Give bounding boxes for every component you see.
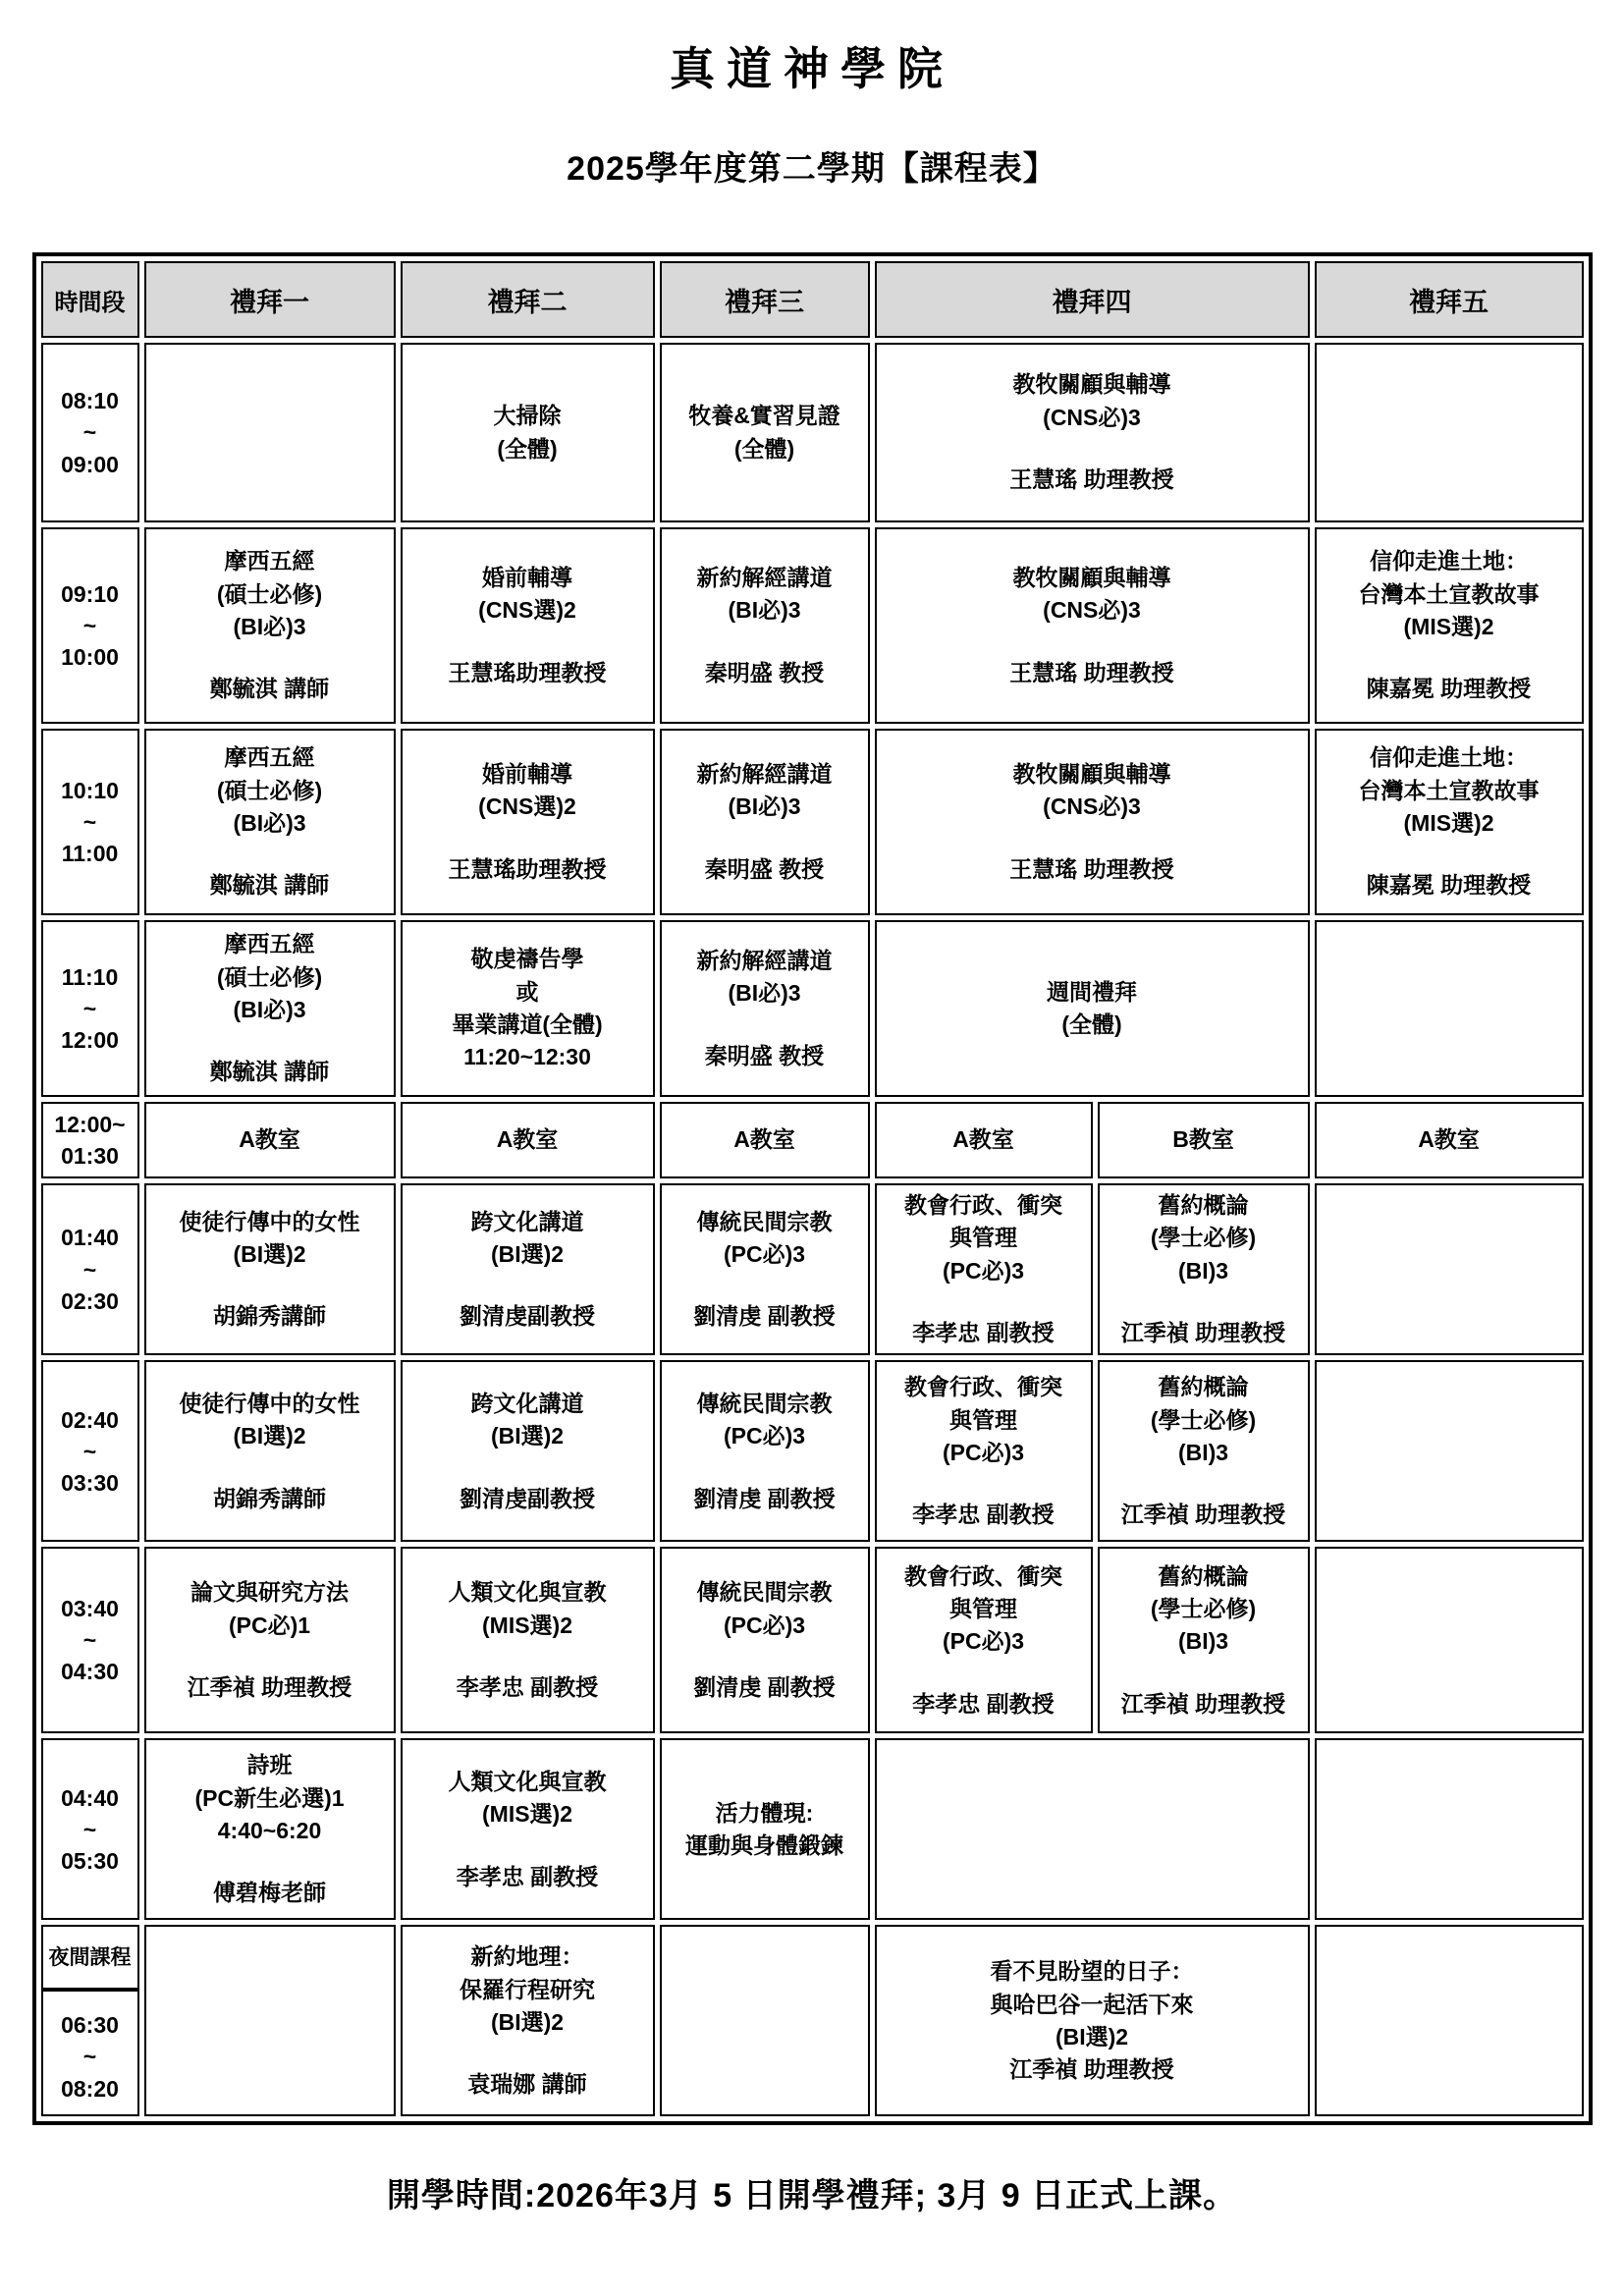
- cell-fri: [1315, 1183, 1584, 1355]
- instructor-name: 劉清虔 副教授: [693, 1485, 836, 1511]
- classroom-cell-thu-b: B教室: [1098, 1102, 1310, 1178]
- time-slot-cell: 01:40 ~ 02:30: [41, 1183, 139, 1355]
- instructor-name: 鄭毓淇 講師: [209, 872, 330, 899]
- instructor-name: 王慧瑤助理教授: [448, 659, 607, 685]
- cell-thu-b: 舊約概論 (學士必修) (BI)3 江季禎 助理教授: [1098, 1547, 1310, 1733]
- schedule-table: [32, 252, 1593, 2125]
- time-slot-cell: 12:00~ 01:30: [41, 1102, 139, 1178]
- instructor-name: 李孝忠 副教授: [912, 1690, 1055, 1717]
- instructor-name: 劉清虔副教授: [460, 1303, 595, 1330]
- cell-tue: 婚前輔導 (CNS選)2 王慧瑤助理教授: [401, 729, 655, 915]
- cell-thu: 教牧關顧與輔導 (CNS必)3 王慧瑤 助理教授: [875, 729, 1310, 915]
- cell-wed: 活力體現: 運動與身體鍛鍊: [660, 1738, 870, 1920]
- cell-wed: 牧養&實習見證 (全體): [660, 343, 870, 522]
- time-slot-cell: 04:40 ~ 05:30: [41, 1738, 139, 1920]
- time-slot-cell: 夜間課程 06:30 ~ 08:20: [41, 1925, 139, 2116]
- cell-mon: 使徒行傳中的女性 (BI選)2 胡錦秀講師: [144, 1183, 396, 1355]
- table-row: [41, 1183, 1584, 1355]
- table-row: [41, 729, 1584, 915]
- table-row: [41, 343, 1584, 522]
- cell-thu: 教牧關顧與輔導 (CNS必)3 王慧瑤 助理教授: [875, 527, 1310, 724]
- instructor-name: 陳嘉冕 助理教授: [1366, 872, 1532, 899]
- table-row: [41, 1360, 1584, 1542]
- cell-thu-a: 教會行政、衝突 與管理 (PC必)3 李孝忠 副教授: [875, 1183, 1093, 1355]
- cell-fri: [1315, 920, 1584, 1097]
- cell-thu-b: 舊約概論 (學士必修) (BI)3 江季禎 助理教授: [1098, 1360, 1310, 1542]
- cell-fri: [1315, 1738, 1584, 1920]
- cell-wed: 新約解經講道 (BI必)3 秦明盛 教授: [660, 920, 870, 1097]
- cell-mon: [144, 343, 396, 522]
- cell-tue: 跨文化講道 (BI選)2 劉清虔副教授: [401, 1183, 655, 1355]
- instructor-name: 胡錦秀講師: [213, 1303, 326, 1330]
- instructor-name: 江季禎 助理教授: [187, 1674, 352, 1701]
- table-row: [41, 527, 1584, 724]
- instructor-name: 李孝忠 副教授: [912, 1502, 1055, 1528]
- cell-wed: 傳統民間宗教 (PC必)3 劉清虔 副教授: [660, 1547, 870, 1733]
- instructor-name: 陳嘉冕 助理教授: [1366, 676, 1532, 702]
- cell-mon: [144, 1925, 396, 2116]
- day-header-thu: 禮拜四: [875, 261, 1310, 338]
- cell-wed: 新約解經講道 (BI必)3 秦明盛 教授: [660, 729, 870, 915]
- page-subtitle: 2025學年度第二學期【課程表】: [567, 150, 1057, 188]
- time-slot-cell: 09:10 ~ 10:00: [41, 527, 139, 724]
- cell-tue: 跨文化講道 (BI選)2 劉清虔副教授: [401, 1360, 655, 1542]
- cell-thu: [875, 1738, 1310, 1920]
- instructor-name: 江季禎 助理教授: [1120, 1502, 1286, 1528]
- classroom-cell-thu-a: A教室: [875, 1102, 1093, 1178]
- cell-tue: 人類文化與宣教 (MIS選)2 李孝忠 副教授: [401, 1547, 655, 1733]
- header-row: [41, 261, 1584, 338]
- cell-mon: 詩班 (PC新生必選)1 4:40~6:20 傅碧梅老師: [144, 1738, 396, 1920]
- cell-thu-a: 教會行政、衝突 與管理 (PC必)3 李孝忠 副教授: [875, 1360, 1093, 1542]
- instructor-name: 李孝忠 副教授: [456, 1863, 599, 1889]
- cell-tue: 敬虔禱告學 或 畢業講道(全體) 11:20~12:30: [401, 920, 655, 1097]
- time-slot-cell: 03:40 ~ 04:30: [41, 1547, 139, 1733]
- classroom-cell-fri: A教室: [1315, 1102, 1584, 1178]
- cell-tue: 婚前輔導 (CNS選)2 王慧瑤助理教授: [401, 527, 655, 724]
- table-row: [41, 1738, 1584, 1920]
- cell-thu-a: 教會行政、衝突 與管理 (PC必)3 李孝忠 副教授: [875, 1547, 1093, 1733]
- cell-mon: 摩西五經 (碩士必修) (BI必)3 鄭毓淇 講師: [144, 527, 396, 724]
- instructor-name: 秦明盛 教授: [704, 659, 825, 685]
- cell-mon: 摩西五經 (碩士必修) (BI必)3 鄭毓淇 講師: [144, 729, 396, 915]
- instructor-name: 鄭毓淇 講師: [209, 1059, 330, 1085]
- instructor-name: 胡錦秀講師: [213, 1485, 326, 1511]
- cell-wed: 傳統民間宗教 (PC必)3 劉清虔 副教授: [660, 1183, 870, 1355]
- instructor-name: 袁瑞娜 講師: [467, 2071, 587, 2098]
- cell-tue: 人類文化與宣教 (MIS選)2 李孝忠 副教授: [401, 1738, 655, 1920]
- instructor-name: 李孝忠 副教授: [912, 1320, 1055, 1346]
- cell-mon: 使徒行傳中的女性 (BI選)2 胡錦秀講師: [144, 1360, 396, 1542]
- night-course-label: 夜間課程: [43, 1938, 137, 1992]
- cell-mon: 論文與研究方法 (PC必)1 江季禎 助理教授: [144, 1547, 396, 1733]
- table-row: [41, 1547, 1584, 1733]
- table-row: [41, 920, 1584, 1097]
- cell-wed: [660, 1925, 870, 2116]
- cell-tue: 新約地理： 保羅行程研究 (BI選)2 袁瑞娜 講師: [401, 1925, 655, 2116]
- instructor-name: 秦明盛 教授: [704, 1042, 825, 1068]
- schedule-body: [41, 343, 1584, 2116]
- cell-tue: 大掃除 (全體): [401, 343, 655, 522]
- instructor-name: 王慧瑤 助理教授: [1009, 466, 1174, 493]
- time-slot-cell: 10:10 ~ 11:00: [41, 729, 139, 915]
- cell-fri: [1315, 343, 1584, 522]
- instructor-name: 劉清虔 副教授: [693, 1303, 836, 1330]
- day-header-tue: 禮拜二: [401, 261, 655, 338]
- cell-fri: 信仰走進土地： 台灣本土宣教故事 (MIS選)2 陳嘉冕 助理教授: [1315, 729, 1584, 915]
- cell-thu: 看不見盼望的日子： 與哈巴谷一起活下來 (BI選)2 江季禎 助理教授: [875, 1925, 1310, 2116]
- time-header: 時間段: [41, 261, 139, 338]
- cell-fri: [1315, 1360, 1584, 1542]
- instructor-name: 鄭毓淇 講師: [209, 676, 330, 702]
- day-header-mon: 禮拜一: [144, 261, 396, 338]
- cell-wed: 傳統民間宗教 (PC必)3 劉清虔 副教授: [660, 1360, 870, 1542]
- instructor-name: 李孝忠 副教授: [456, 1674, 599, 1701]
- table-row: [41, 1925, 1584, 2116]
- instructor-name: 秦明盛 教授: [704, 855, 825, 882]
- classroom-cell-tue: A教室: [401, 1102, 655, 1178]
- cell-fri: [1315, 1547, 1584, 1733]
- table-row: [41, 1102, 1584, 1178]
- instructor-name: 王慧瑤 助理教授: [1009, 659, 1174, 685]
- page-title: 真道神學院: [670, 42, 954, 95]
- instructor-name: 劉清虔 副教授: [693, 1674, 836, 1701]
- instructor-name: 王慧瑤 助理教授: [1009, 855, 1174, 882]
- time-slot-cell: 02:40 ~ 03:30: [41, 1360, 139, 1542]
- day-header-fri: 禮拜五: [1315, 261, 1584, 338]
- instructor-name: 傅碧梅老師: [213, 1880, 326, 1906]
- cell-wed: 新約解經講道 (BI必)3 秦明盛 教授: [660, 527, 870, 724]
- classroom-cell-wed: A教室: [660, 1102, 870, 1178]
- cell-thu: 週間禮拜 (全體): [875, 920, 1310, 1097]
- classroom-cell-mon: A教室: [144, 1102, 396, 1178]
- instructor-name: 江季禎 助理教授: [1120, 1690, 1286, 1717]
- cell-fri: 信仰走進土地： 台灣本土宣教故事 (MIS選)2 陳嘉冕 助理教授: [1315, 527, 1584, 724]
- time-slot-cell: 08:10 ~ 09:00: [41, 343, 139, 522]
- instructor-name: 劉清虔副教授: [460, 1485, 595, 1511]
- cell-thu-b: 舊約概論 (學士必修) (BI)3 江季禎 助理教授: [1098, 1183, 1310, 1355]
- footer-note: 開學時間:2026年3月 5 日開學禮拜; 3月 9 日正式上課。: [386, 2177, 1238, 2215]
- day-header-wed: 禮拜三: [660, 261, 870, 338]
- time-slot-cell: 11:10 ~ 12:00: [41, 920, 139, 1097]
- cell-mon: 摩西五經 (碩士必修) (BI必)3 鄭毓淇 講師: [144, 920, 396, 1097]
- cell-fri: [1315, 1925, 1584, 2116]
- instructor-name: 王慧瑤助理教授: [448, 855, 607, 882]
- cell-thu: 教牧關顧與輔導 (CNS必)3 王慧瑤 助理教授: [875, 343, 1310, 522]
- instructor-name: 江季禎 助理教授: [1120, 1320, 1286, 1346]
